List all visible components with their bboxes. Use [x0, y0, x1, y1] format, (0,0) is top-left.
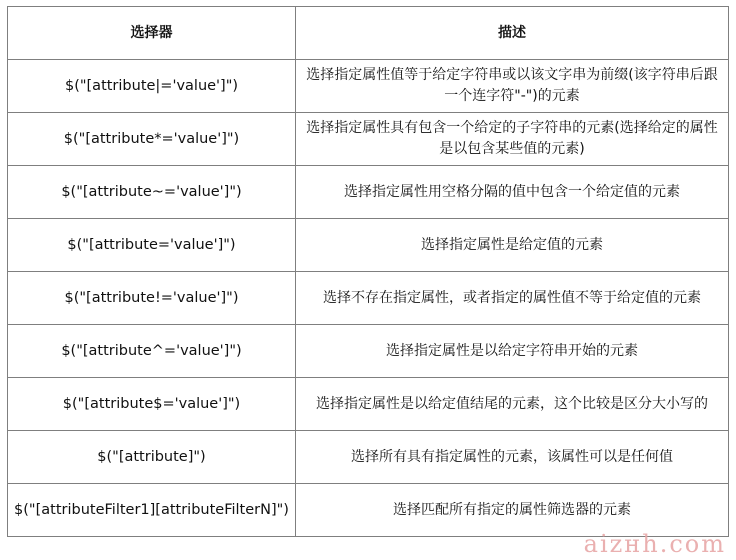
- table-header-row: [8, 7, 729, 60]
- selector-cell: $("[attribute*='value']"): [8, 113, 296, 166]
- selector-cell: $("[attribute='value']"): [8, 219, 296, 272]
- site-watermark: aizнh.com: [583, 530, 726, 558]
- selector-cell: $("[attribute^='value']"): [8, 325, 296, 378]
- header-selector: 选择器: [8, 7, 296, 60]
- description-cell: 选择匹配所有指定的属性筛选器的元素: [296, 484, 729, 537]
- selector-cell: $("[attribute$='value']"): [8, 378, 296, 431]
- table-row: [8, 113, 729, 166]
- header-description: 描述: [296, 7, 729, 60]
- description-cell: 选择所有具有指定属性的元素，该属性可以是任何值: [296, 431, 729, 484]
- description-cell: 选择指定属性用空格分隔的值中包含一个给定值的元素: [296, 166, 729, 219]
- table-row: [8, 484, 729, 537]
- selector-cell: $("[attribute]"): [8, 431, 296, 484]
- selector-cell: $("[attribute|='value']"): [8, 60, 296, 113]
- table-row: [8, 272, 729, 325]
- attribute-selector-table: [7, 6, 729, 537]
- description-cell: 选择指定属性是给定值的元素: [296, 219, 729, 272]
- table-row: [8, 431, 729, 484]
- table-row: [8, 166, 729, 219]
- description-cell: 选择指定属性是以给定字符串开始的元素: [296, 325, 729, 378]
- description-cell: 选择指定属性值等于给定字符串或以该文字串为前缀(该字符串后跟一个连字符"-")的元素: [296, 60, 729, 113]
- description-cell: 选择不存在指定属性，或者指定的属性值不等于给定值的元素: [296, 272, 729, 325]
- table-row: [8, 219, 729, 272]
- selector-cell: $("[attribute!='value']"): [8, 272, 296, 325]
- selector-cell: $("[attributeFilter1][attributeFilterN]"): [8, 484, 296, 537]
- table-row: [8, 325, 729, 378]
- description-cell: 选择指定属性是以给定值结尾的元素，这个比较是区分大小写的: [296, 378, 729, 431]
- selector-cell: $("[attribute~='value']"): [8, 166, 296, 219]
- description-cell: 选择指定属性具有包含一个给定的子字符串的元素(选择给定的属性是以包含某些值的元素): [296, 113, 729, 166]
- table-row: [8, 378, 729, 431]
- table-row: [8, 60, 729, 113]
